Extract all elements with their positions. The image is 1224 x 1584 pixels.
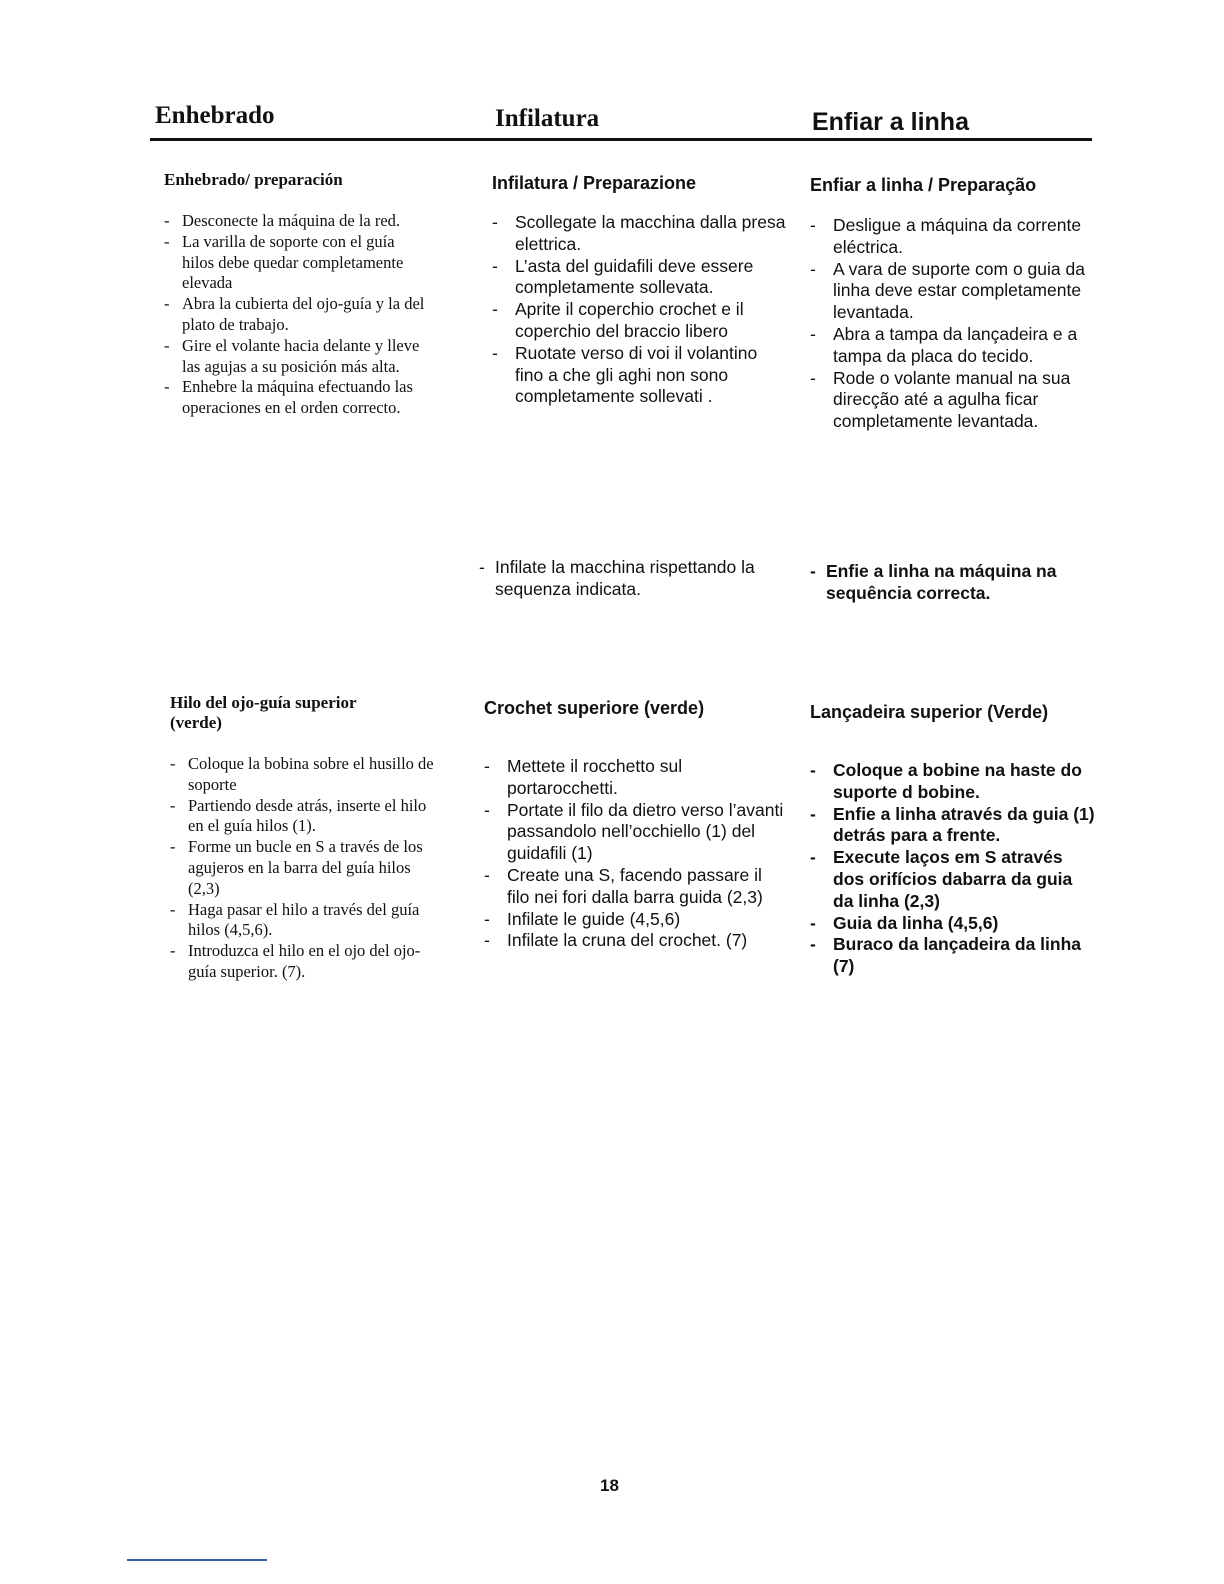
list-item-text: Haga pasar el hilo a través del guía hilos (4,5,6). — [188, 899, 420, 940]
instruction-list — [484, 756, 789, 952]
dash-marker: - — [810, 847, 816, 868]
dash-marker: - — [170, 754, 176, 773]
list-item — [810, 913, 1095, 935]
list-item — [170, 796, 435, 838]
dash-marker: - — [484, 799, 490, 820]
list-item — [170, 837, 435, 899]
list-item-text: La varilla de soporte con el guía hilos debe quedar completamente elevada — [182, 231, 404, 293]
list-item — [810, 215, 1095, 259]
list-item-text: Abra la cubierta del ojo-guía y la del plato de trabajo. — [182, 294, 425, 334]
list-item-text: Guia da linha (4,5,6) — [833, 912, 999, 933]
dash-marker: - — [484, 930, 490, 951]
italian-sequence-note — [479, 557, 789, 601]
list-item-text: Desconecte la máquina de la red. — [182, 211, 401, 230]
list-item — [170, 900, 435, 942]
list-item — [492, 212, 787, 256]
heading-portuguese: Enfiar a linha — [812, 108, 969, 136]
dash-marker: - — [492, 255, 498, 276]
list-item — [810, 324, 1095, 368]
list-item — [484, 756, 789, 800]
list-item-text: Forme un bucle en S a través de los agujeros en la barra del guía hilos (2,3) — [188, 837, 423, 898]
list-item — [164, 232, 429, 294]
list-item-text: Mettete il rocchetto sul portarocchetti. — [507, 756, 683, 798]
portuguese-upper-looper-section — [810, 701, 1095, 978]
dash-marker: - — [164, 335, 170, 355]
dash-marker: - — [810, 760, 816, 780]
list-item-text: Ruotate verso di voi il volantino fino a che gli aghi non sono completamente sollevati . — [515, 342, 758, 407]
dash-marker: - — [484, 864, 490, 885]
list-item — [492, 343, 787, 408]
heading-spanish: Enhebrado — [155, 102, 275, 129]
list-item — [492, 256, 787, 300]
portuguese-preparation-section — [810, 174, 1095, 433]
dash-marker: - — [810, 215, 816, 235]
italian-preparation-section — [492, 172, 787, 408]
dash-marker: - — [810, 934, 816, 955]
spanish-upper-looper-section — [170, 693, 435, 983]
instruction-list — [810, 215, 1095, 433]
dash-marker: - — [170, 795, 176, 815]
list-item — [484, 865, 789, 909]
italian-upper-looper-section — [484, 697, 789, 952]
list-item — [484, 800, 789, 865]
instruction-list — [492, 212, 787, 408]
list-item-text: Desligue a máquina da corrente eléctrica. — [833, 215, 1082, 257]
list-item — [164, 211, 429, 232]
list-item — [810, 368, 1095, 433]
section-title: Enhebrado/ preparación — [164, 170, 343, 189]
list-item-text: Abra a tampa da lançadeira e a tampa da placa do tecido. — [833, 323, 1078, 366]
section-title: Enfiar a linha / Preparação — [810, 175, 1037, 195]
list-item-text: Execute laços em S através dos orifícios dabarra da guia da linha (2,3) — [833, 847, 1073, 911]
dash-marker: - — [810, 803, 816, 824]
note-text: Enfie a linha na máquina na sequência correcta. — [826, 561, 1057, 603]
dash-marker: - — [164, 231, 170, 251]
dash-marker: - — [810, 367, 816, 388]
list-item-text: A vara de suporte com o guia da linha deve estar completamente levantada. — [833, 258, 1085, 323]
heading-italian: Infilatura — [495, 105, 600, 132]
spanish-preparation-section — [164, 170, 429, 419]
list-item — [164, 336, 429, 378]
list-item-text: Infilate le guide (4,5,6) — [507, 908, 681, 929]
list-item-text: Gire el volante hacia delante y lleve las agujas a su posición más alta. — [182, 335, 420, 376]
footer-rule — [127, 1559, 267, 1561]
dash-marker: - — [170, 899, 176, 919]
list-item — [810, 847, 1095, 912]
list-item — [810, 804, 1095, 848]
section-title-line: Hilo del ojo-guía superior — [170, 693, 357, 712]
list-item — [492, 299, 787, 343]
list-item-text: Enhebre la máquina efectuando las operaciones en el orden correcto. — [182, 377, 413, 418]
list-item-text: Buraco da lançadeira da linha (7) — [833, 934, 1081, 977]
list-item-text: Coloque la bobina sobre el husillo de soporte — [188, 754, 434, 794]
list-item-text: Rode o volante manual na sua direcção até a agulha ficar completamente levantada. — [833, 367, 1071, 432]
list-item — [810, 259, 1095, 324]
section-title: Lançadeira superior (Verde) — [810, 702, 1049, 722]
list-item — [810, 934, 1095, 978]
section-title — [170, 693, 435, 733]
dash-marker: - — [810, 561, 816, 581]
dash-marker: - — [492, 212, 498, 232]
dash-marker: - — [484, 908, 490, 929]
list-item — [810, 760, 1095, 804]
dash-marker: - — [484, 756, 490, 776]
section-title-line: (verde) — [170, 713, 222, 732]
dash-marker: - — [492, 299, 498, 320]
instruction-list — [164, 211, 429, 419]
instruction-list — [170, 754, 435, 983]
dash-marker: - — [170, 837, 176, 857]
list-item-text: Create una S, facendo passare il filo nei fori dalla barra guida (2,3) — [507, 864, 763, 907]
list-item — [484, 909, 789, 931]
list-item-text: Introduzca el hilo en el ojo del ojo-guía superior. (7). — [188, 941, 421, 981]
page-number: 18 — [600, 1476, 619, 1495]
section-title: Crochet superiore (verde) — [484, 698, 705, 718]
dash-marker: - — [492, 342, 498, 363]
list-item-text: Aprite il coperchio crochet e il coperchio del braccio libero — [515, 299, 744, 341]
list-item-text: Partiendo desde atrás, inserte el hilo en el guía hilos (1). — [188, 795, 427, 836]
list-item-text: Enfie a linha através da guia (1) detrás para a frente. — [833, 803, 1095, 846]
list-item — [170, 754, 435, 796]
instruction-list — [810, 760, 1095, 978]
list-item-text: Coloque a bobine na haste do suporte d bobine. — [833, 760, 1082, 802]
dash-marker: - — [810, 323, 816, 344]
dash-marker: - — [810, 912, 816, 933]
dash-marker: - — [164, 377, 170, 397]
list-item — [164, 377, 429, 419]
dash-marker: - — [479, 557, 485, 577]
dash-marker: - — [164, 211, 170, 230]
dash-marker: - — [810, 258, 816, 279]
list-item — [170, 941, 435, 983]
section-title: Infilatura / Preparazione — [492, 173, 697, 193]
list-item — [484, 930, 789, 952]
list-item-text: Portate il filo da dietro verso l’avanti passandolo nell’occhiello (1) del guidafili (1) — [507, 799, 784, 864]
list-item — [164, 294, 429, 336]
dash-marker: - — [164, 294, 170, 314]
list-item-text: Scollegate la macchina dalla presa elettrica. — [515, 212, 786, 254]
list-item-text: L’asta del guidafili deve essere completamente sollevata. — [515, 255, 754, 298]
list-item-text: Infilate la cruna del crochet. (7) — [507, 930, 748, 951]
header-rule — [150, 138, 1092, 141]
note-text: Infilate la macchina rispettando la sequenza indicata. — [495, 557, 755, 599]
dash-marker: - — [170, 941, 176, 961]
portuguese-sequence-note — [810, 561, 1100, 605]
